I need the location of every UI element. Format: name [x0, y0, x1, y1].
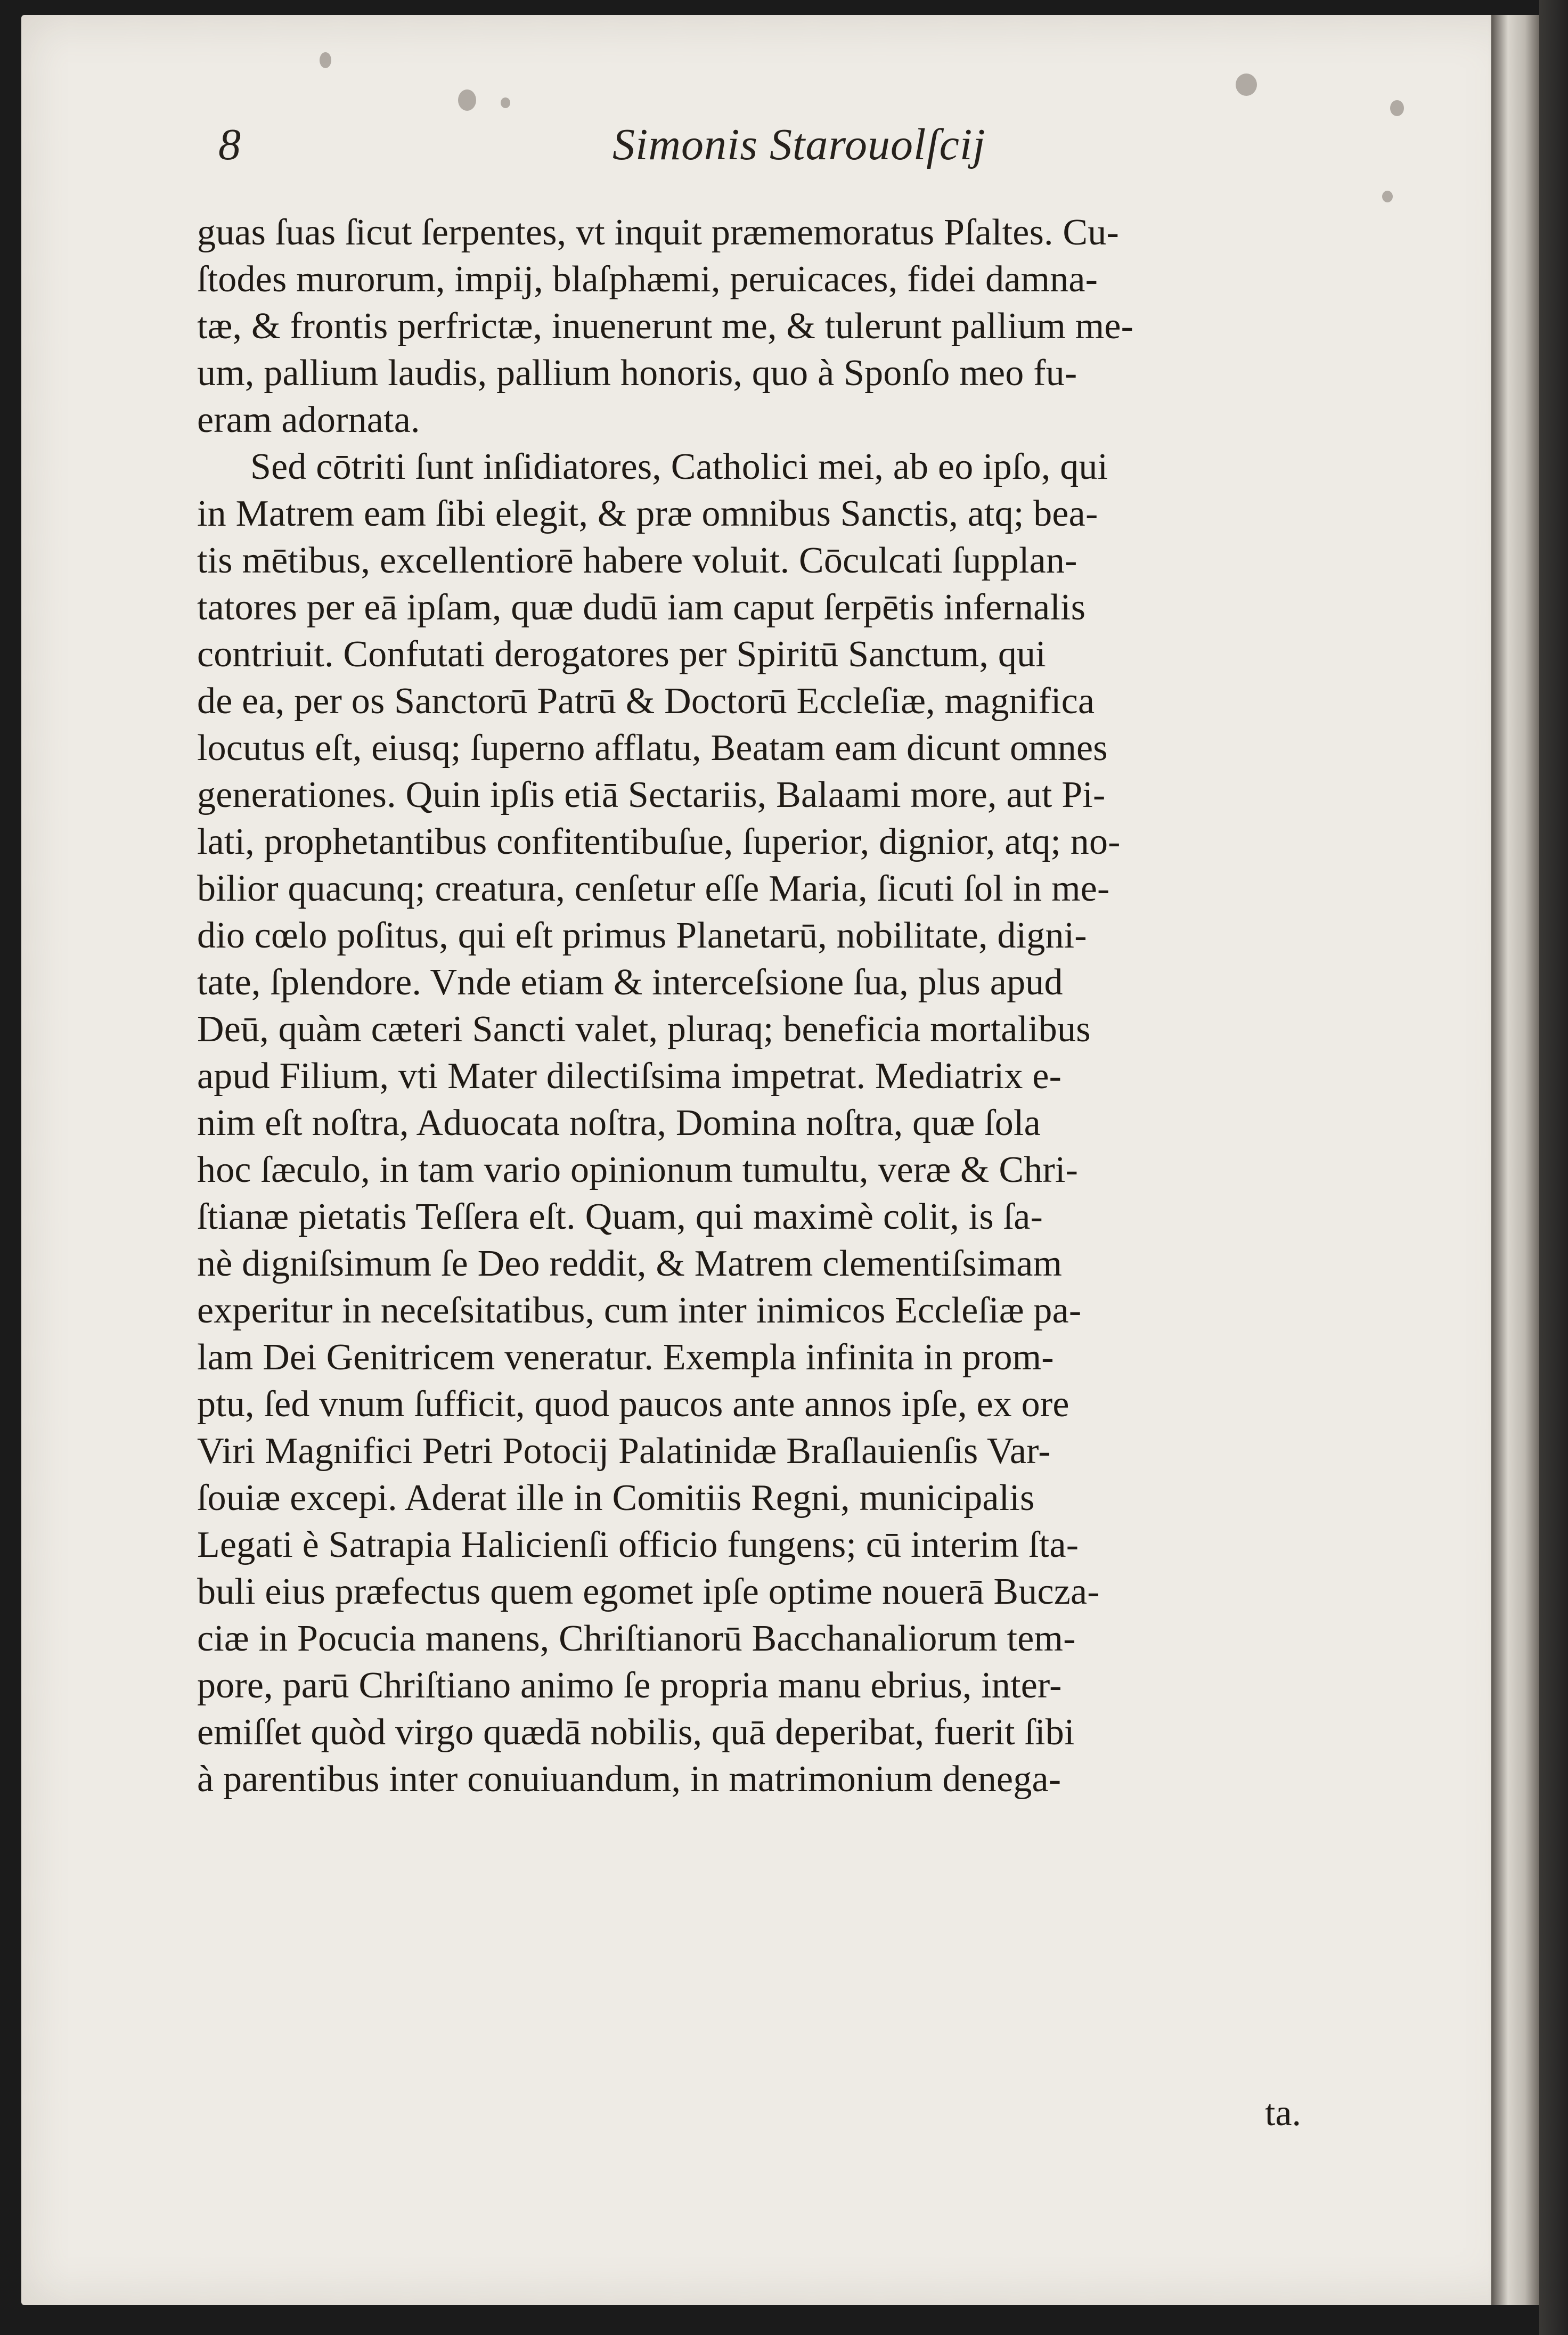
text-line: tate, ſplendore. Vnde etiam & interceſsione ſua, plus apud	[197, 962, 1063, 1003]
text-line: de ea, per os Sanctorū Patrū & Doctorū Eccleſiæ, magnifica	[197, 681, 1095, 722]
text-line: nim eſt noſtra, Aduocata noſtra, Domina noſtra, quæ ſola	[197, 1103, 1041, 1144]
text-line: lati, prophetantibus confitentibuſue, ſuperior, dignior, atq; no-	[197, 821, 1121, 862]
ink-spot	[458, 89, 476, 111]
text-line: à parentibus inter conuiuandum, in matrimonium denega-	[197, 1759, 1061, 1800]
text-line: Deū, quàm cæteri Sancti valet, pluraq; beneficia mortalibus	[197, 1009, 1091, 1050]
text-line: tis mētibus, excellentiorē habere voluit. Cōculcati ſupplan-	[197, 540, 1077, 581]
text-line: pore, parū Chriſtiano animo ſe propria manu ebrius, inter-	[197, 1665, 1062, 1706]
text-line: um, pallium laudis, pallium honoris, quo à Sponſo meo fu-	[197, 353, 1077, 394]
ink-spot	[320, 52, 331, 68]
text-line: ſtianæ pietatis Teſſera eſt. Quam, qui maximè colit, is ſa-	[197, 1196, 1043, 1237]
ink-spot	[1382, 191, 1393, 202]
book-page	[21, 15, 1513, 2305]
ink-spot	[1390, 100, 1404, 116]
text-line: eram adornata.	[197, 399, 420, 440]
page-header	[21, 119, 1513, 188]
body-text	[197, 209, 1374, 1803]
running-head: Simonis Starouolſcij	[612, 120, 986, 169]
text-line: buli eius præfectus quem egomet ipſe optime nouerā Bucza-	[197, 1571, 1100, 1612]
text-line: locutus eſt, eiusq; ſuperno afflatu, Beatam eam dicunt omnes	[197, 728, 1108, 769]
ink-spot	[501, 97, 510, 108]
book-gutter	[1491, 15, 1539, 2305]
page-number: 8	[218, 120, 241, 169]
text-line: guas ſuas ſicut ſerpentes, vt inquit præmemoratus Pſaltes. Cu-	[197, 212, 1120, 253]
text-line: generationes. Quin ipſis etiā Sectariis, Balaami more, aut Pi-	[197, 774, 1106, 815]
text-line: ciæ in Pocucia manens, Chriſtianorū Bacchanaliorum tem-	[197, 1618, 1076, 1659]
text-line: dio cœlo poſitus, qui eſt primus Planetarū, nobilitate, digni-	[197, 915, 1087, 956]
text-line: experitur in neceſsitatibus, cum inter inimicos Eccleſiæ pa-	[197, 1290, 1082, 1331]
text-line: Sed cōtriti ſunt inſidiatores, Catholici mei, ab eo ipſo, qui	[250, 446, 1108, 487]
text-line: ſtodes murorum, impij, blaſphæmi, peruicaces, fidei damna-	[197, 259, 1098, 300]
ink-spot	[1236, 74, 1257, 96]
book-edge	[1539, 0, 1568, 2335]
catchword: ta.	[1265, 2093, 1302, 2134]
text-line: ſouiæ excepi. Aderat ille in Comitiis Regni, municipalis	[197, 1477, 1035, 1518]
text-line: hoc ſæculo, in tam vario opinionum tumultu, veræ & Chri-	[197, 1149, 1079, 1190]
text-line: tatores per eā ipſam, quæ dudū iam caput ſerpētis infernalis	[197, 587, 1086, 628]
text-line: Viri Magnifici Petri Potocij Palatinidæ Braſlauienſis Var-	[197, 1431, 1051, 1472]
text-line: nè digniſsimum ſe Deo reddit, & Matrem clementiſsimam	[197, 1243, 1063, 1284]
text-line: tæ, & frontis perfrictæ, inuenerunt me, & tulerunt pallium me-	[197, 306, 1134, 347]
text-line: emiſſet quòd virgo quædā nobilis, quā deperibat, fuerit ſibi	[197, 1712, 1075, 1753]
text-line: lam Dei Genitricem veneratur. Exempla infinita in prom-	[197, 1337, 1054, 1378]
text-line: contriuit. Confutati derogatores per Spiritū Sanctum, qui	[197, 634, 1046, 675]
text-line: Legati è Satrapia Halicienſi officio fungens; cū interim ſta-	[197, 1524, 1079, 1565]
text-line: ptu, ſed vnum ſufficit, quod paucos ante annos ipſe, ex ore	[197, 1384, 1069, 1425]
text-line: apud Filium, vti Mater dilectiſsima impetrat. Mediatrix e-	[197, 1056, 1062, 1097]
text-line: in Matrem eam ſibi elegit, & præ omnibus Sanctis, atq; bea-	[197, 493, 1098, 534]
text-line: bilior quacunq; creatura, cenſetur eſſe Maria, ſicuti ſol in me-	[197, 868, 1110, 909]
